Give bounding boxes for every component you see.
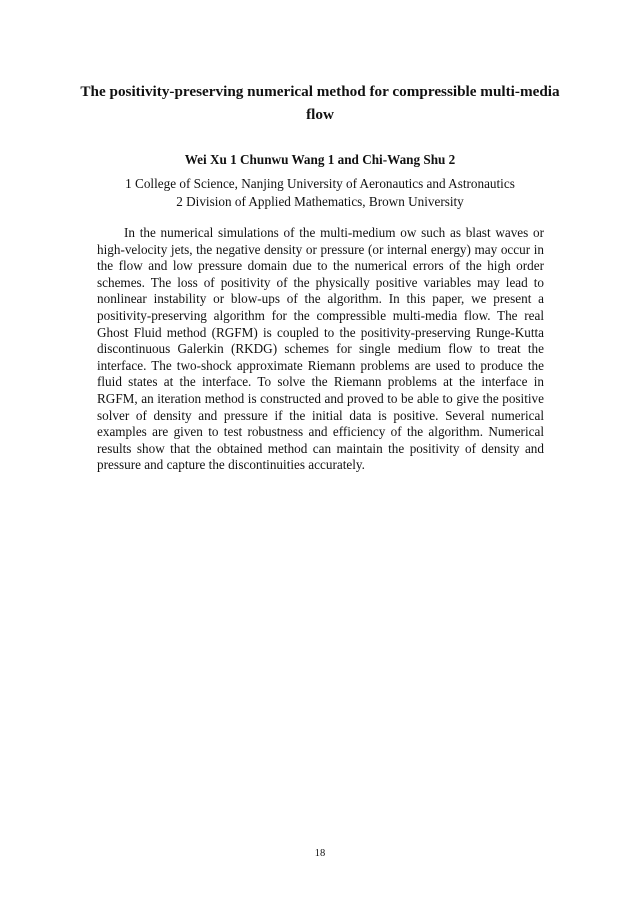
affiliation-2: 2 Division of Applied Mathematics, Brown University — [176, 194, 464, 209]
page-number: 18 — [314, 848, 326, 859]
abstract-paragraph: In the numerical simulations of the multi-medium ow such as blast waves or high-velocity jets, the negative density or pressure (or internal energy) may occur in the flow and low pressure domain due to the numerical errors of the high order schemes. The loss of positivity of the physically positive variables may lead to nonlinear instability or blow-ups of the algorithm. In this paper, we present a positivity-preserving algorithm for the compressible multi-media flow. The real Ghost Fluid method (RGFM) is coupled to the positivity-preserving Runge-Kutta discontinuous Galerkin (RKDG) schemes for single medium flow to treat the interface. The two-shock approximate Riemann problems are used to produce the fluid states at the interface. To solve the Riemann problems at the interface in RGFM, an iteration method is constructed and proved to be able to give the positive solver of density and pressure if the initial data is positive. Several numerical examples are given to test robustness and efficiency of the algorithm. Numerical results show that the obtained method can maintain the positivity of density and pressure and capture the discontinuities accurately. — [97, 225, 544, 473]
affiliation-1: 1 College of Science, Nanjing University of Aeronautics and Astronautics — [125, 176, 515, 191]
author-list: Wei Xu 1 Chunwu Wang 1 and Chi-Wang Shu 2 — [184, 152, 456, 167]
paper-title: The positivity-preserving numerical method for compressible multi-media flow — [80, 83, 560, 123]
